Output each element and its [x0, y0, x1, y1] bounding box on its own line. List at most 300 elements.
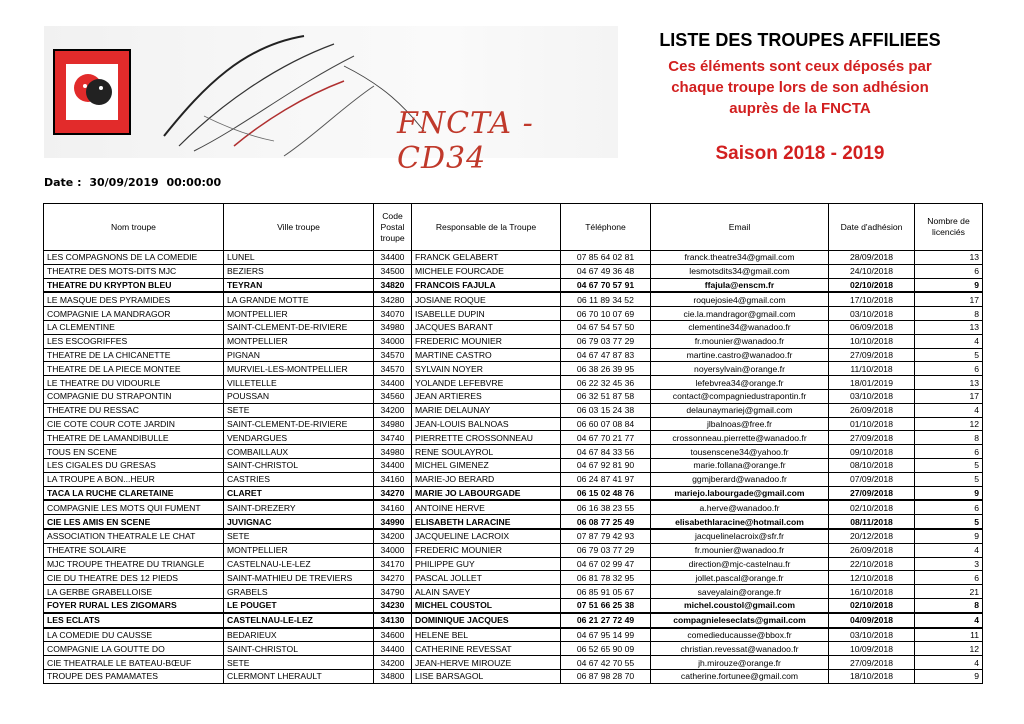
cell-ville: SAINT-CHRISTOL — [224, 458, 374, 472]
cell-cp: 34980 — [374, 320, 412, 334]
table-row — [44, 403, 983, 417]
cell-tel: 06 70 10 07 69 — [561, 307, 651, 321]
cell-cp: 34230 — [374, 598, 412, 612]
cell-nom: COMPAGNIE DU STRAPONTIN — [44, 389, 224, 403]
cell-ville: PIGNAN — [224, 348, 374, 362]
cell-tel: 04 67 02 99 47 — [561, 557, 651, 571]
cell-nom: MJC TROUPE THEATRE DU TRIANGLE — [44, 557, 224, 571]
cell-ville: MONTPELLIER — [224, 307, 374, 321]
cell-date: 09/10/2018 — [829, 445, 915, 459]
cell-nb: 6 — [915, 571, 983, 585]
cell-nb: 6 — [915, 362, 983, 376]
cell-tel: 06 22 32 45 36 — [561, 376, 651, 390]
cell-date: 27/09/2018 — [829, 486, 915, 500]
cell-resp: MARIE-JO BERARD — [412, 472, 561, 486]
cell-email[interactable]: christian.revessat@wanadoo.fr — [651, 642, 829, 656]
cell-cp: 34280 — [374, 292, 412, 306]
cell-cp: 34270 — [374, 486, 412, 500]
table-row — [44, 320, 983, 334]
cell-nb: 5 — [915, 472, 983, 486]
cell-ville: SAINT-CLEMENT-DE-RIVIERE — [224, 417, 374, 431]
cell-date: 27/09/2018 — [829, 656, 915, 670]
cell-cp: 34820 — [374, 278, 412, 292]
cell-date: 03/10/2018 — [829, 307, 915, 321]
table-row — [44, 472, 983, 486]
cell-ville: COMBAILLAUX — [224, 445, 374, 459]
cell-ville: SAINT-MATHIEU DE TREVIERS — [224, 571, 374, 585]
logo-caption: FNCTA - CD34 — [397, 106, 534, 176]
cell-nb: 12 — [915, 417, 983, 431]
cell-resp: SYLVAIN NOYER — [412, 362, 561, 376]
cell-resp: RENE SOULAYROL — [412, 445, 561, 459]
cell-email[interactable]: elisabethlaracine@hotmail.com — [651, 515, 829, 529]
cell-resp: PASCAL JOLLET — [412, 571, 561, 585]
cell-nb: 13 — [915, 251, 983, 265]
cell-email[interactable]: martine.castro@wanadoo.fr — [651, 348, 829, 362]
cell-date: 18/10/2018 — [829, 669, 915, 683]
cell-resp: MICHEL GIMENEZ — [412, 458, 561, 472]
cell-nom: LES CIGALES DU GRESAS — [44, 458, 224, 472]
cell-email[interactable]: crossonneau.pierrette@wanadoo.fr — [651, 431, 829, 445]
table-row — [44, 642, 983, 656]
cell-date: 02/10/2018 — [829, 598, 915, 612]
subtitle-line: Ces éléments sont ceux déposés par — [668, 58, 932, 75]
cell-email[interactable]: catherine.fortunee@gmail.com — [651, 669, 829, 683]
col-header: Date d'adhésion — [829, 204, 915, 251]
cell-nom: LA TROUPE A BON...HEUR — [44, 472, 224, 486]
table-row — [44, 529, 983, 543]
col-header: Responsable de la Troupe — [412, 204, 561, 251]
cell-nom: LE THEATRE DU VIDOURLE — [44, 376, 224, 390]
table-row — [44, 445, 983, 459]
cell-nom: CIE DU THEATRE DES 12 PIEDS — [44, 571, 224, 585]
cell-tel: 06 60 07 08 84 — [561, 417, 651, 431]
table-row — [44, 264, 983, 278]
cell-tel: 06 11 89 34 52 — [561, 292, 651, 306]
cell-tel: 06 21 27 72 49 — [561, 613, 651, 628]
cell-nom: THEATRE DU RESSAC — [44, 403, 224, 417]
cell-nb: 5 — [915, 348, 983, 362]
cell-tel: 04 67 95 14 99 — [561, 628, 651, 642]
cell-nb: 6 — [915, 264, 983, 278]
cell-cp: 34990 — [374, 515, 412, 529]
cell-tel: 07 85 64 02 81 — [561, 251, 651, 265]
cell-nb: 4 — [915, 403, 983, 417]
cell-nb: 9 — [915, 486, 983, 500]
cell-nom: LES ESCOGRIFFES — [44, 334, 224, 348]
cell-cp: 34800 — [374, 669, 412, 683]
season-label: Saison 2018 - 2019 — [715, 143, 885, 164]
cell-nb: 13 — [915, 320, 983, 334]
cell-email[interactable]: mariejo.labourgade@gmail.com — [651, 486, 829, 500]
cell-email[interactable]: noyersylvain@orange.fr — [651, 362, 829, 376]
cell-email[interactable]: saveyalain@orange.fr — [651, 585, 829, 599]
cell-email[interactable]: jh.mirouze@orange.fr — [651, 656, 829, 670]
cell-resp: JOSIANE ROQUE — [412, 292, 561, 306]
cell-ville: SAINT-CHRISTOL — [224, 642, 374, 656]
cell-resp: DOMINIQUE JACQUES — [412, 613, 561, 628]
cell-nom: LA GERBE GRABELLOISE — [44, 585, 224, 599]
cell-resp: MICHEL COUSTOL — [412, 598, 561, 612]
cell-cp: 34740 — [374, 431, 412, 445]
cell-date: 10/10/2018 — [829, 334, 915, 348]
cell-tel: 04 67 49 36 48 — [561, 264, 651, 278]
cell-ville: BEZIERS — [224, 264, 374, 278]
table-row — [44, 307, 983, 321]
cell-nb: 13 — [915, 376, 983, 390]
cell-nom: LES ECLATS — [44, 613, 224, 628]
cell-tel: 06 08 77 25 49 — [561, 515, 651, 529]
cell-email[interactable]: ffajula@enscm.fr — [651, 278, 829, 292]
col-header: Email — [651, 204, 829, 251]
cell-email[interactable]: a.herve@wanadoo.fr — [651, 500, 829, 514]
table-row — [44, 417, 983, 431]
report-date — [44, 176, 221, 189]
cell-nom: LE MASQUE DES PYRAMIDES — [44, 292, 224, 306]
cell-cp: 34170 — [374, 557, 412, 571]
cell-tel: 06 16 38 23 55 — [561, 500, 651, 514]
cell-resp: FREDERIC MOUNIER — [412, 543, 561, 557]
cell-email[interactable]: franck.theatre34@gmail.com — [651, 251, 829, 265]
cell-resp: JACQUES BARANT — [412, 320, 561, 334]
cell-resp: ELISABETH LARACINE — [412, 515, 561, 529]
cell-ville: JUVIGNAC — [224, 515, 374, 529]
cell-nom: TROUPE DES PAMAMATES — [44, 669, 224, 683]
cell-resp: HELENE BEL — [412, 628, 561, 642]
cell-cp: 34070 — [374, 307, 412, 321]
cell-tel: 04 67 54 57 50 — [561, 320, 651, 334]
cell-ville: SETE — [224, 656, 374, 670]
cell-ville: CLARET — [224, 486, 374, 500]
cell-nb: 9 — [915, 669, 983, 683]
cell-tel: 06 81 78 32 95 — [561, 571, 651, 585]
table-row — [44, 334, 983, 348]
cell-cp: 34400 — [374, 458, 412, 472]
cell-nom: THEATRE DE LA CHICANETTE — [44, 348, 224, 362]
table-row — [44, 362, 983, 376]
cell-tel: 06 79 03 77 29 — [561, 543, 651, 557]
cell-tel: 07 51 66 25 38 — [561, 598, 651, 612]
cell-resp: JEAN ARTIERES — [412, 389, 561, 403]
col-header: Ville troupe — [224, 204, 374, 251]
cell-date: 06/09/2018 — [829, 320, 915, 334]
cell-email[interactable]: compagnieleseclats@gmail.com — [651, 613, 829, 628]
cell-ville: MURVIEL-LES-MONTPELLIER — [224, 362, 374, 376]
cell-email[interactable]: contact@compagniedustrapontin.fr — [651, 389, 829, 403]
cell-ville: LUNEL — [224, 251, 374, 265]
cell-nb: 3 — [915, 557, 983, 571]
cell-email[interactable]: clementine34@wanadoo.fr — [651, 320, 829, 334]
cell-nb: 4 — [915, 656, 983, 670]
cell-date: 03/10/2018 — [829, 628, 915, 642]
table-row — [44, 557, 983, 571]
cell-ville: CASTRIES — [224, 472, 374, 486]
cell-nb: 17 — [915, 389, 983, 403]
cell-email[interactable]: jollet.pascal@orange.fr — [651, 571, 829, 585]
cell-resp: ALAIN SAVEY — [412, 585, 561, 599]
cell-cp: 34160 — [374, 472, 412, 486]
table-row — [44, 613, 983, 628]
cell-resp: PIERRETTE CROSSONNEAU — [412, 431, 561, 445]
cell-ville: SETE — [224, 403, 374, 417]
cell-email[interactable]: fr.mounier@wanadoo.fr — [651, 334, 829, 348]
cell-nom: CIE THEATRALE LE BATEAU-BŒUF — [44, 656, 224, 670]
cell-nb: 6 — [915, 445, 983, 459]
table-row — [44, 376, 983, 390]
cell-email[interactable]: lesmotsdits34@gmail.com — [651, 264, 829, 278]
cell-nom: THEATRE DU KRYPTON BLEU — [44, 278, 224, 292]
cell-nom: COMPAGNIE LES MOTS QUI FUMENT — [44, 500, 224, 514]
cell-ville: CLERMONT LHERAULT — [224, 669, 374, 683]
cell-nom: CIE COTE COUR COTE JARDIN — [44, 417, 224, 431]
cell-cp: 34400 — [374, 251, 412, 265]
cell-ville: VENDARGUES — [224, 431, 374, 445]
cell-date: 26/09/2018 — [829, 403, 915, 417]
cell-tel: 07 87 79 42 93 — [561, 529, 651, 543]
cell-cp: 34570 — [374, 348, 412, 362]
cell-email[interactable]: lefebvrea34@orange.fr — [651, 376, 829, 390]
cell-resp: FREDERIC MOUNIER — [412, 334, 561, 348]
cell-cp: 34000 — [374, 334, 412, 348]
cell-date: 02/10/2018 — [829, 500, 915, 514]
cell-ville: POUSSAN — [224, 389, 374, 403]
cell-resp: CATHERINE REVESSAT — [412, 642, 561, 656]
cell-date: 28/09/2018 — [829, 251, 915, 265]
cell-email[interactable]: marie.follana@orange.fr — [651, 458, 829, 472]
cell-nb: 5 — [915, 458, 983, 472]
cell-tel: 06 15 02 48 76 — [561, 486, 651, 500]
cell-ville: VILLETELLE — [224, 376, 374, 390]
cell-tel: 04 67 42 70 55 — [561, 656, 651, 670]
cell-resp: PHILIPPE GUY — [412, 557, 561, 571]
cell-date: 04/09/2018 — [829, 613, 915, 628]
cell-date: 27/09/2018 — [829, 348, 915, 362]
cell-date: 22/10/2018 — [829, 557, 915, 571]
cell-date: 01/10/2018 — [829, 417, 915, 431]
cell-cp: 34200 — [374, 529, 412, 543]
table-row — [44, 500, 983, 514]
table-row — [44, 669, 983, 683]
header-banner — [44, 26, 618, 176]
troupes-table — [43, 203, 983, 684]
col-header: Téléphone — [561, 204, 651, 251]
cell-nom: THEATRE DE LA PIECE MONTEE — [44, 362, 224, 376]
cell-cp: 34570 — [374, 362, 412, 376]
table-row — [44, 656, 983, 670]
table-header-row — [44, 204, 983, 251]
cell-nb: 5 — [915, 515, 983, 529]
cell-cp: 34560 — [374, 389, 412, 403]
cell-nom: CIE LES AMIS EN SCENE — [44, 515, 224, 529]
cell-nom: FOYER RURAL LES ZIGOMARS — [44, 598, 224, 612]
cell-tel: 04 67 47 87 83 — [561, 348, 651, 362]
cell-nb: 4 — [915, 334, 983, 348]
table-row — [44, 515, 983, 529]
cell-cp: 34790 — [374, 585, 412, 599]
cell-resp: ANTOINE HERVE — [412, 500, 561, 514]
cell-nb: 21 — [915, 585, 983, 599]
subtitle-line: auprès de la FNCTA — [729, 100, 871, 117]
cell-nom: LA COMEDIE DU CAUSSE — [44, 628, 224, 642]
cell-ville: MONTPELLIER — [224, 543, 374, 557]
table-row — [44, 486, 983, 500]
table-row — [44, 431, 983, 445]
cell-nb: 4 — [915, 613, 983, 628]
table-row — [44, 251, 983, 265]
table-row — [44, 543, 983, 557]
time-value: 00:00:00 — [166, 176, 222, 189]
table-row — [44, 585, 983, 599]
cell-email[interactable]: fr.mounier@wanadoo.fr — [651, 543, 829, 557]
cell-resp: MARTINE CASTRO — [412, 348, 561, 362]
cell-email[interactable]: jlbalnoas@free.fr — [651, 417, 829, 431]
cell-ville: SAINT-DREZERY — [224, 500, 374, 514]
cell-ville: SETE — [224, 529, 374, 543]
cell-email[interactable]: cie.la.mandragor@gmail.com — [651, 307, 829, 321]
table-row — [44, 389, 983, 403]
cell-resp: FRANCK GELABERT — [412, 251, 561, 265]
cell-date: 11/10/2018 — [829, 362, 915, 376]
cell-nom: TOUS EN SCENE — [44, 445, 224, 459]
cell-nom: THEATRE DES MOTS-DITS MJC — [44, 264, 224, 278]
cell-resp: ISABELLE DUPIN — [412, 307, 561, 321]
cell-date: 17/10/2018 — [829, 292, 915, 306]
cell-email[interactable]: delaunaymariej@gmail.com — [651, 403, 829, 417]
cell-resp: JACQUELINE LACROIX — [412, 529, 561, 543]
cell-nom: THEATRE DE LAMANDIBULLE — [44, 431, 224, 445]
cell-nb: 9 — [915, 278, 983, 292]
cell-cp: 34500 — [374, 264, 412, 278]
cell-cp: 34400 — [374, 376, 412, 390]
cell-date: 08/10/2018 — [829, 458, 915, 472]
cell-email[interactable]: tousenscene34@yahoo.fr — [651, 445, 829, 459]
cell-ville: LE POUGET — [224, 598, 374, 612]
table-row — [44, 571, 983, 585]
cell-email[interactable]: comedieducausse@bbox.fr — [651, 628, 829, 642]
cell-tel: 06 85 91 05 67 — [561, 585, 651, 599]
table-row — [44, 278, 983, 292]
cell-cp: 34200 — [374, 403, 412, 417]
cell-date: 03/10/2018 — [829, 389, 915, 403]
cell-tel: 06 87 98 28 70 — [561, 669, 651, 683]
cell-email[interactable]: roquejosie4@gmail.com — [651, 292, 829, 306]
cell-tel: 06 03 15 24 38 — [561, 403, 651, 417]
cell-cp: 34400 — [374, 642, 412, 656]
page-title: LISTE DES TROUPES AFFILIEES — [659, 30, 941, 50]
cell-cp: 34980 — [374, 417, 412, 431]
cell-email[interactable]: ggmjberard@wanadoo.fr — [651, 472, 829, 486]
cell-date: 12/10/2018 — [829, 571, 915, 585]
cell-date: 27/09/2018 — [829, 431, 915, 445]
cell-ville: CASTELNAU-LE-LEZ — [224, 613, 374, 628]
cell-cp: 34600 — [374, 628, 412, 642]
date-label: Date : — [44, 176, 82, 189]
cell-tel: 04 67 84 33 56 — [561, 445, 651, 459]
cell-date: 18/01/2019 — [829, 376, 915, 390]
cell-nom: COMPAGNIE LA MANDRAGOR — [44, 307, 224, 321]
cell-nb: 8 — [915, 431, 983, 445]
cell-cp: 34980 — [374, 445, 412, 459]
cell-nom: TACA LA RUCHE CLARETAINE — [44, 486, 224, 500]
cell-tel: 06 79 03 77 29 — [561, 334, 651, 348]
cell-nom: LES COMPAGNONS DE LA COMEDIE — [44, 251, 224, 265]
cell-resp: MICHELE FOURCADE — [412, 264, 561, 278]
subtitle-line: chaque troupe lors de son adhésion — [671, 79, 929, 96]
cell-cp: 34000 — [374, 543, 412, 557]
cell-tel: 04 67 70 57 91 — [561, 278, 651, 292]
cell-nb: 17 — [915, 292, 983, 306]
cell-nom: ASSOCIATION THEATRALE LE CHAT — [44, 529, 224, 543]
cell-resp: FRANCOIS FAJULA — [412, 278, 561, 292]
col-header: Nombre de licenciés — [915, 204, 983, 251]
cell-ville: GRABELS — [224, 585, 374, 599]
cell-resp: JEAN-HERVE MIROUZE — [412, 656, 561, 670]
cell-ville: BEDARIEUX — [224, 628, 374, 642]
table-row — [44, 458, 983, 472]
cell-cp: 34130 — [374, 613, 412, 628]
cell-date: 02/10/2018 — [829, 278, 915, 292]
cell-date: 20/12/2018 — [829, 529, 915, 543]
cell-ville: SAINT-CLEMENT-DE-RIVIERE — [224, 320, 374, 334]
cell-nb: 6 — [915, 500, 983, 514]
cell-tel: 04 67 92 81 90 — [561, 458, 651, 472]
cell-ville: LA GRANDE MOTTE — [224, 292, 374, 306]
cell-resp: MARIE JO LABOURGADE — [412, 486, 561, 500]
cell-ville: TEYRAN — [224, 278, 374, 292]
cell-resp: MARIE DELAUNAY — [412, 403, 561, 417]
cell-date: 24/10/2018 — [829, 264, 915, 278]
cell-date: 07/09/2018 — [829, 472, 915, 486]
cell-date: 08/11/2018 — [829, 515, 915, 529]
cell-cp: 34200 — [374, 656, 412, 670]
col-header: Code Postal troupe — [374, 204, 412, 251]
cell-nb: 8 — [915, 307, 983, 321]
cell-nb: 11 — [915, 628, 983, 642]
cell-tel: 04 67 70 21 77 — [561, 431, 651, 445]
cell-tel: 06 24 87 41 97 — [561, 472, 651, 486]
cell-date: 10/09/2018 — [829, 642, 915, 656]
table-row — [44, 348, 983, 362]
table-row — [44, 598, 983, 612]
cell-nom: THEATRE SOLAIRE — [44, 543, 224, 557]
col-header: Nom troupe — [44, 204, 224, 251]
cell-email[interactable]: direction@mjc-castelnau.fr — [651, 557, 829, 571]
cell-tel: 06 32 51 87 58 — [561, 389, 651, 403]
cell-date: 16/10/2018 — [829, 585, 915, 599]
cell-email[interactable]: michel.coustol@gmail.com — [651, 598, 829, 612]
table-row — [44, 292, 983, 306]
cell-resp: LISE BARSAGOL — [412, 669, 561, 683]
cell-nb: 9 — [915, 529, 983, 543]
cell-email[interactable]: jacquelinelacroix@sfr.fr — [651, 529, 829, 543]
page-subtitle — [620, 56, 980, 119]
cell-nom: LA CLEMENTINE — [44, 320, 224, 334]
date-value: 30/09/2019 — [89, 176, 159, 189]
cell-resp: JEAN-LOUIS BALNOAS — [412, 417, 561, 431]
cell-tel: 06 52 65 90 09 — [561, 642, 651, 656]
cell-nb: 12 — [915, 642, 983, 656]
table-row — [44, 628, 983, 642]
cell-nom: COMPAGNIE LA GOUTTE DO — [44, 642, 224, 656]
cell-cp: 34270 — [374, 571, 412, 585]
cell-tel: 06 38 26 39 95 — [561, 362, 651, 376]
cell-nb: 4 — [915, 543, 983, 557]
cell-cp: 34160 — [374, 500, 412, 514]
cell-ville: MONTPELLIER — [224, 334, 374, 348]
cell-nb: 8 — [915, 598, 983, 612]
cell-date: 26/09/2018 — [829, 543, 915, 557]
cell-ville: CASTELNAU-LE-LEZ — [224, 557, 374, 571]
